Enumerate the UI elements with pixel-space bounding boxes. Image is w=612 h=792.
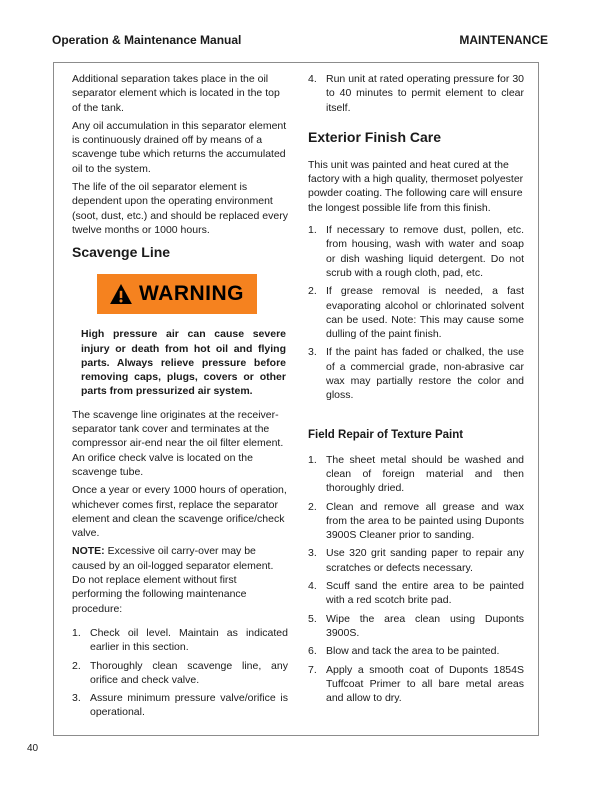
list-number: 4. bbox=[308, 73, 317, 85]
list-item bbox=[308, 579, 524, 608]
list-number: 4. bbox=[308, 580, 317, 593]
list-number: 3. bbox=[308, 547, 317, 560]
warning-banner bbox=[97, 274, 257, 314]
list-item bbox=[308, 453, 524, 496]
list-number: 5. bbox=[308, 612, 317, 625]
list-text: Scuff sand the entire area to be painted with a red scotch brite pad. bbox=[326, 580, 524, 607]
note-paragraph bbox=[72, 544, 288, 615]
paragraph-scavenge-origin: The scavenge line originates at the receiver-separator tank cover and terminates at the compressor air-end near the oil filter element. An orifice check valve is located on the scavenge tube. bbox=[72, 408, 284, 478]
list-number: 2. bbox=[308, 285, 317, 298]
list-item bbox=[72, 691, 288, 720]
paragraph-additional-separation: Additional separation takes place in the oil separator element which is located in the top of the tank. bbox=[72, 73, 280, 114]
list-item bbox=[72, 626, 288, 655]
list-text: If grease removal is needed, a fast evaporating alcohol or chlorinated solvent can be used. Note: This may cause some dulling of the paint finish. bbox=[326, 285, 524, 341]
list-number: 1. bbox=[308, 224, 317, 237]
header-left-title: Operation & Maintenance Manual bbox=[52, 33, 242, 47]
note-text: Excessive oil carry-over may be caused by an oil-logged separator element. Do not replace element without first performing the following maintenance procedure: bbox=[72, 545, 274, 615]
list-text: Clean and remove all grease and wax from the area to be painted using Duponts 3900S Cleaner prior to sanding. bbox=[326, 500, 524, 542]
list-text: If necessary to remove dust, pollen, etc. from housing, wash with water and soap or dish washing liquid detergent. Do not scrub with a rough cloth, pad, etc. bbox=[326, 224, 524, 279]
left-column bbox=[72, 72, 288, 735]
list-item bbox=[308, 284, 524, 341]
warning-triangle-icon bbox=[110, 284, 132, 304]
list-text: Blow and tack the area to be painted. bbox=[326, 645, 500, 658]
list-text: Thoroughly clean scavenge line, any orifice and check valve. bbox=[90, 659, 288, 686]
list-text: Check oil level. Maintain as indicated earlier in this section. bbox=[90, 626, 288, 654]
list-number: 6. bbox=[308, 645, 317, 658]
list-item bbox=[308, 345, 524, 402]
list-text: Apply a smooth coat of Duponts 1854S Tuffcoat Primer to all bare metal areas and allow to dry. bbox=[326, 663, 524, 705]
list-text: Assure minimum pressure valve/orifice is operational. bbox=[90, 692, 288, 719]
list-number: 2. bbox=[308, 500, 317, 513]
list-number: 3. bbox=[72, 692, 81, 705]
list-text: If the paint has faded or chalked, the use of a commercial grade, non-abrasive car wax may partially restore the color and gloss. bbox=[326, 346, 524, 402]
list-number: 3. bbox=[308, 346, 317, 359]
list-item bbox=[308, 612, 524, 641]
right-column bbox=[308, 72, 524, 735]
list-item bbox=[308, 500, 524, 543]
section-heading-field-repair: Field Repair of Texture Paint bbox=[308, 428, 464, 441]
page-number: 40 bbox=[27, 743, 39, 754]
note-label: NOTE: bbox=[72, 545, 105, 558]
list-text: Use 320 grit sanding paper to repair any scratches or defects necessary. bbox=[326, 547, 524, 574]
list-item bbox=[308, 644, 524, 658]
list-number: 7. bbox=[308, 663, 317, 676]
list-item bbox=[308, 223, 524, 280]
paragraph-finish-intro: This unit was painted and heat cured at the factory with a high quality, thermoset polyester powder coating. The following care will ensure the longest possible life from this finish. bbox=[308, 158, 524, 214]
warning-statement: High pressure air can cause severe injury or death from hot oil and flying parts. Always relieve pressure before removing caps, plugs, covers or other parts from pressurized air system. bbox=[81, 328, 286, 398]
warning-label: WARNING bbox=[139, 282, 244, 306]
list-item bbox=[308, 546, 524, 575]
list-number: 2. bbox=[72, 659, 81, 672]
paragraph-yearly-replace: Once a year or every 1000 hours of operation, whichever comes first, replace the separator element and clean the scavenge orifice/check valve. bbox=[72, 484, 287, 540]
list-text: Wipe the area clean using Duponts 3900S. bbox=[326, 612, 524, 639]
list-number: 1. bbox=[72, 626, 81, 639]
list-item-continued bbox=[308, 72, 524, 115]
list-item bbox=[308, 663, 524, 706]
paragraph-separator-life: The life of the oil separator element is dependent upon the operating environment (soot, dust, etc.) and should be replaced every twelve months or 1000 hours. bbox=[72, 181, 288, 236]
list-text: The sheet metal should be washed and clean of foreign material and then thoroughly dried. bbox=[326, 453, 524, 495]
section-heading-scavenge-line: Scavenge Line bbox=[72, 244, 171, 261]
section-heading-exterior-finish-care: Exterior Finish Care bbox=[308, 128, 442, 145]
list-number: 1. bbox=[308, 453, 317, 466]
list-item bbox=[72, 659, 288, 688]
paragraph-oil-accumulation: Any oil accumulation in this separator element is continuously drained off by means of a scavenge tube which returns the accumulated oil to the system. bbox=[72, 119, 287, 175]
list-text: Run unit at rated operating pressure for 30 to 40 minutes to permit element to clear itself. bbox=[326, 73, 524, 114]
header-right-title: MAINTENANCE bbox=[459, 33, 548, 47]
content-box bbox=[53, 62, 539, 736]
